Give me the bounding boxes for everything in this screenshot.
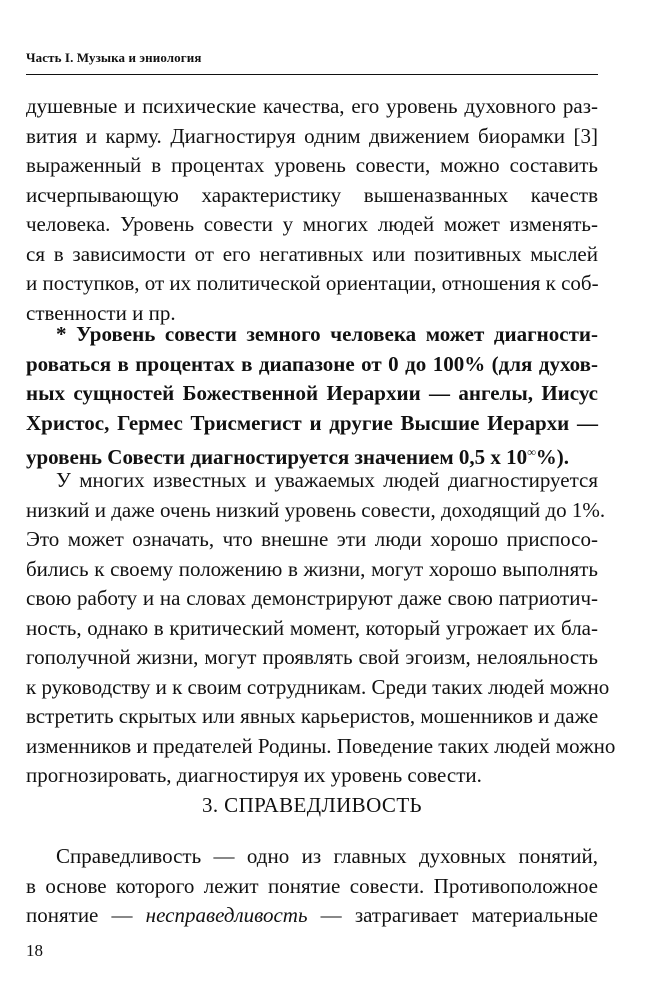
note-last-line-end: %). [535, 445, 569, 469]
note-line: * Уровень совести земного человека может диагности- [56, 322, 598, 346]
italic-term: несправедливость [145, 903, 308, 927]
note-line: Христос, Гермес Трисмегист и другие Высшие Иерархи — [26, 410, 598, 435]
text-line: Справедливость — одно из главных духовных понятий, [56, 844, 598, 868]
text-line: гополучной жизни, могут проявлять свой эгоизм, нелояльность [26, 645, 598, 669]
header-rule [26, 74, 598, 75]
note-paragraph [26, 320, 598, 473]
text-line: выраженный в процентах уровень совести, можно составить [26, 153, 598, 177]
text-line: ность, однако в критический момент, который угрожает их бла- [26, 615, 598, 640]
text-fragment: — затрагивает материальные [307, 903, 598, 927]
text-line: изменников и предателей Родины. Поведение таких людей можно [26, 733, 616, 758]
text-fragment: понятие — [26, 903, 146, 927]
note-last-line-text: уровень Совести диагностируется значением 0,5 х 10 [26, 445, 528, 469]
running-header: Часть I. Музыка и эниология [26, 50, 202, 65]
text-line: низкий и даже очень низкий уровень совести, доходящий до 1%. [26, 497, 606, 522]
text-line: к руководству и к своим сотрудникам. Среди таких людей можно [26, 674, 610, 699]
text-line: и поступков, от их политической ориентации, отношения к соб- [26, 271, 599, 295]
note-line: роваться в процентах в диапазоне от 0 до 100% (для духов- [26, 351, 598, 376]
text-line: человека. Уровень совести у многих людей может изменять- [26, 212, 598, 236]
text-line: ся в зависимости от его негативных или позитивных мыслей [26, 241, 598, 266]
exponent: ∞ [527, 445, 536, 459]
text-line: ственности и пр. [26, 300, 176, 325]
paragraph-2 [26, 466, 616, 791]
text-line: в основе которого лежит понятие совести. Противоположное [26, 873, 598, 898]
text-line: встретить скрытых или явных карьеристов, мошенников и даже [26, 704, 599, 728]
text-line-mixed [26, 901, 598, 931]
paragraph-3 [26, 842, 598, 931]
text-line: свою работу и на словах демонстрируют даже свою патриотич- [26, 586, 598, 610]
text-line: бились к своему положению в жизни, могут хорошо выполнять [26, 556, 598, 581]
text-line: Это может означать, что внешне эти люди хорошо приспосо- [26, 527, 598, 551]
paragraph-1 [26, 92, 598, 328]
note-line: ных сущностей Божественной Иерархии — ангелы, Иисус [26, 381, 598, 405]
text-line: У многих известных и уважаемых людей диагностируется [56, 468, 598, 492]
text-line: душевные и психические качества, его уровень духовного раз- [26, 94, 598, 118]
section-heading: 3. СПРАВЕДЛИВОСТЬ [201, 793, 423, 817]
text-line: вития и карму. Диагностируя одним движением биорамки [3] [26, 123, 598, 148]
page-number: 18 [26, 941, 43, 960]
text-line: исчерпывающую характеристику вышеназванных качеств [26, 182, 598, 207]
text-line: прогнозировать, диагностируя их уровень совести. [26, 763, 482, 787]
